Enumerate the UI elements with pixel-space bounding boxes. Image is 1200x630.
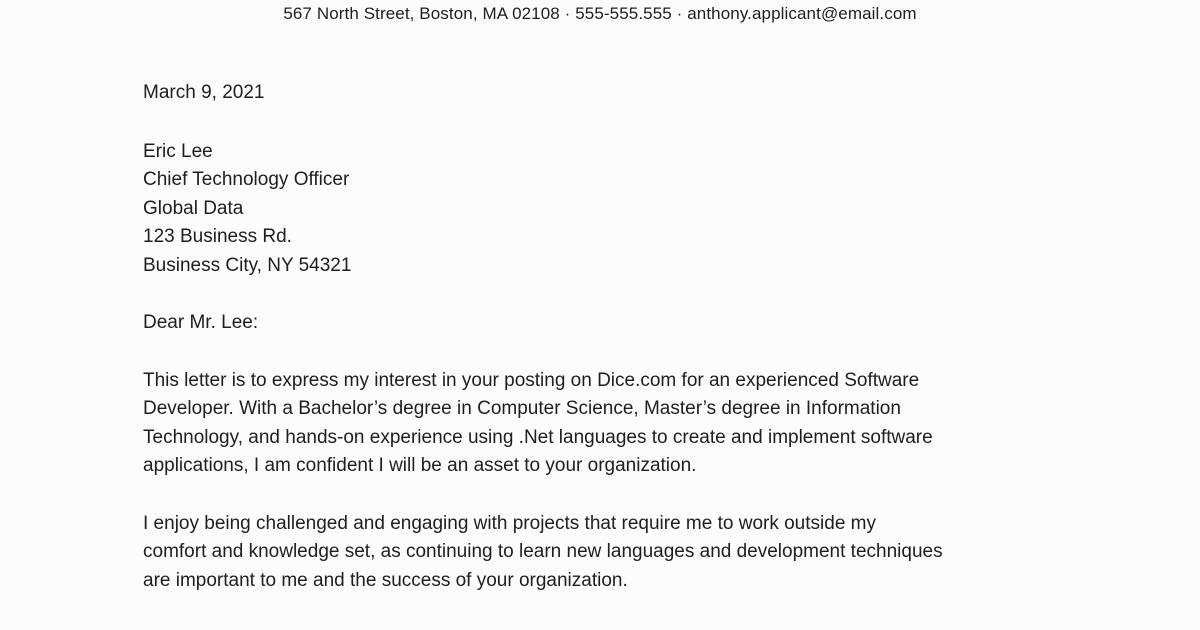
body-line: comfort and knowledge set, as continuing to learn new languages and development techniques xyxy=(143,541,943,562)
recipient-address xyxy=(143,138,1140,281)
recipient-title: Chief Technology Officer xyxy=(143,169,350,190)
body-paragraph-1 xyxy=(143,367,1140,481)
recipient-street: 123 Business Rd. xyxy=(143,226,292,247)
body-line: Developer. With a Bachelor’s degree in Computer Science, Master’s degree in Information xyxy=(143,398,901,419)
salutation: Dear Mr. Lee: xyxy=(143,312,259,333)
recipient-name: Eric Lee xyxy=(143,140,213,162)
letter-date: March 9, 2021 xyxy=(143,82,265,103)
contact-header: 567 North Street, Boston, MA 02108 · 555-555.555 · anthony.applicant@email.com xyxy=(283,4,917,23)
body-line: I enjoy being challenged and engaging with projects that require me to work outside my xyxy=(143,512,876,534)
body-line: This letter is to express my interest in your posting on Dice.com for an experienced Software xyxy=(143,369,920,391)
body-line: are important to me and the success of your organization. xyxy=(143,569,628,591)
letter-body xyxy=(0,79,1200,595)
body-line: applications, I am confident I will be an asset to your organization. xyxy=(143,455,697,476)
recipient-city-state-zip: Business City, NY 54321 xyxy=(143,254,352,276)
recipient-company: Global Data xyxy=(143,197,244,219)
body-paragraph-2 xyxy=(143,510,1140,596)
body-line: Technology, and hands-on experience using .Net languages to create and implement software xyxy=(143,426,933,448)
